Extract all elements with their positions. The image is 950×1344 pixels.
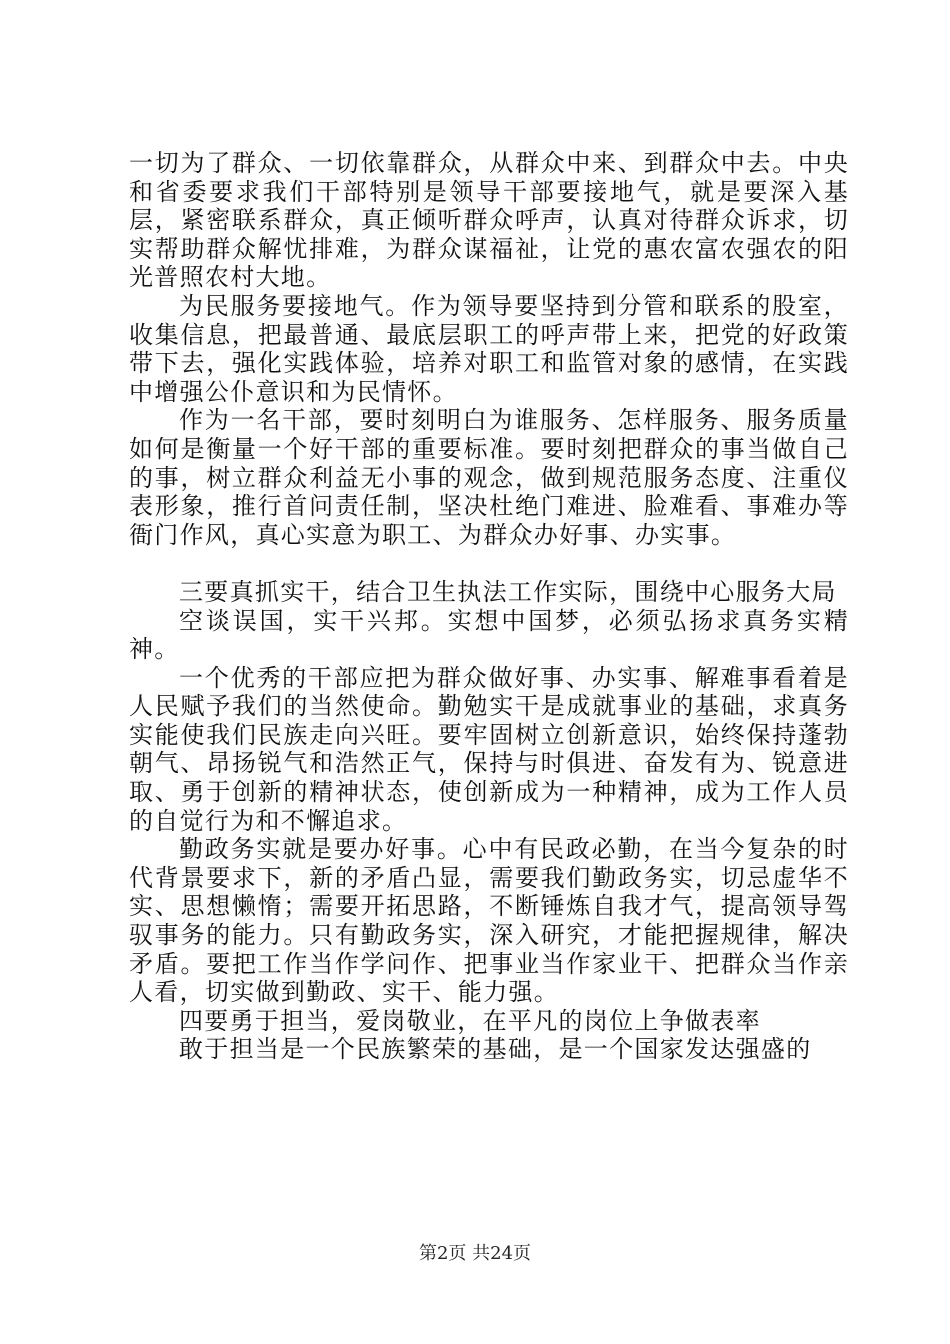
paragraph-3: 作为一名干部，要时刻明白为谁服务、怎样服务、服务质量如何是衡量一个好干部的重要标准。要时刻把群众的事当做自己的事，树立群众利益无小事的观念，做到规范服务态度、注重仪表形象，推行首问责任制，坚决杜绝门难进、脸难看、事难办等衙门作风，真心实意为职工、为群众办好事、办实事。 [129, 406, 849, 549]
paragraph-2: 为民服务要接地气。作为领导要坚持到分管和联系的股室，收集信息，把最普通、最底层职工的呼声带上来，把党的好政策带下去，强化实践体验，培养对职工和监管对象的感情，在实践中增强公仆意识和为民情怀。 [129, 291, 849, 406]
paragraph-6: 勤政务实就是要办好事。心中有民政必勤，在当今复杂的时代背景要求下，新的矛盾凸显，需要我们勤政务实，切忌虚华不实、思想懒惰；需要开拓思路，不断锤炼自我才气，提高领导驾驭事务的能力。只有勤政务实，深入研究，才能把握规律，解决矛盾。要把工作当作学问作、把事业当作家业干、把群众当作亲人看，切实做到勤政、实干、能力强。 [129, 835, 849, 1007]
page-number-footer: 第2页 共24页 [418, 1243, 532, 1264]
section-heading-3: 三要真抓实干，结合卫生执法工作实际，围绕中心服务大局 [179, 577, 837, 606]
paragraph-1: 一切为了群众、一切依靠群众，从群众中来、到群众中去。中央和省委要求我们干部特别是领导干部要接地气，就是要深入基层，紧密联系群众，真正倾听群众呼声，认真对待群众诉求，切实帮助群众解忧排难，为群众谋福祉，让党的惠农富农强农的阳光普照农村大地。 [129, 149, 849, 292]
blank-line [129, 549, 849, 578]
section-heading-4: 四要勇于担当，爱岗敬业，在平凡的岗位上争做表率 [179, 1006, 761, 1035]
paragraph-4: 空谈误国，实干兴邦。实想中国梦，必须弘扬求真务实精神。 [129, 606, 849, 664]
paragraph-7: 敢于担当是一个民族繁荣的基础，是一个国家发达强盛的 [179, 1035, 812, 1064]
paragraph-5: 一个优秀的干部应把为群众做好事、办实事、解难事看着是人民赋予我们的当然使命。勤勉实干是成就事业的基础，求真务实能使我们民族走向兴旺。要牢固树立创新意识，始终保持蓬勃朝气、昂扬锐气和浩然正气，保持与时俱进、奋发有为、锐意进取、勇于创新的精神状态，使创新成为一种精神，成为工作人员的自觉行为和不懈追求。 [129, 663, 849, 835]
document-body [129, 149, 849, 1064]
